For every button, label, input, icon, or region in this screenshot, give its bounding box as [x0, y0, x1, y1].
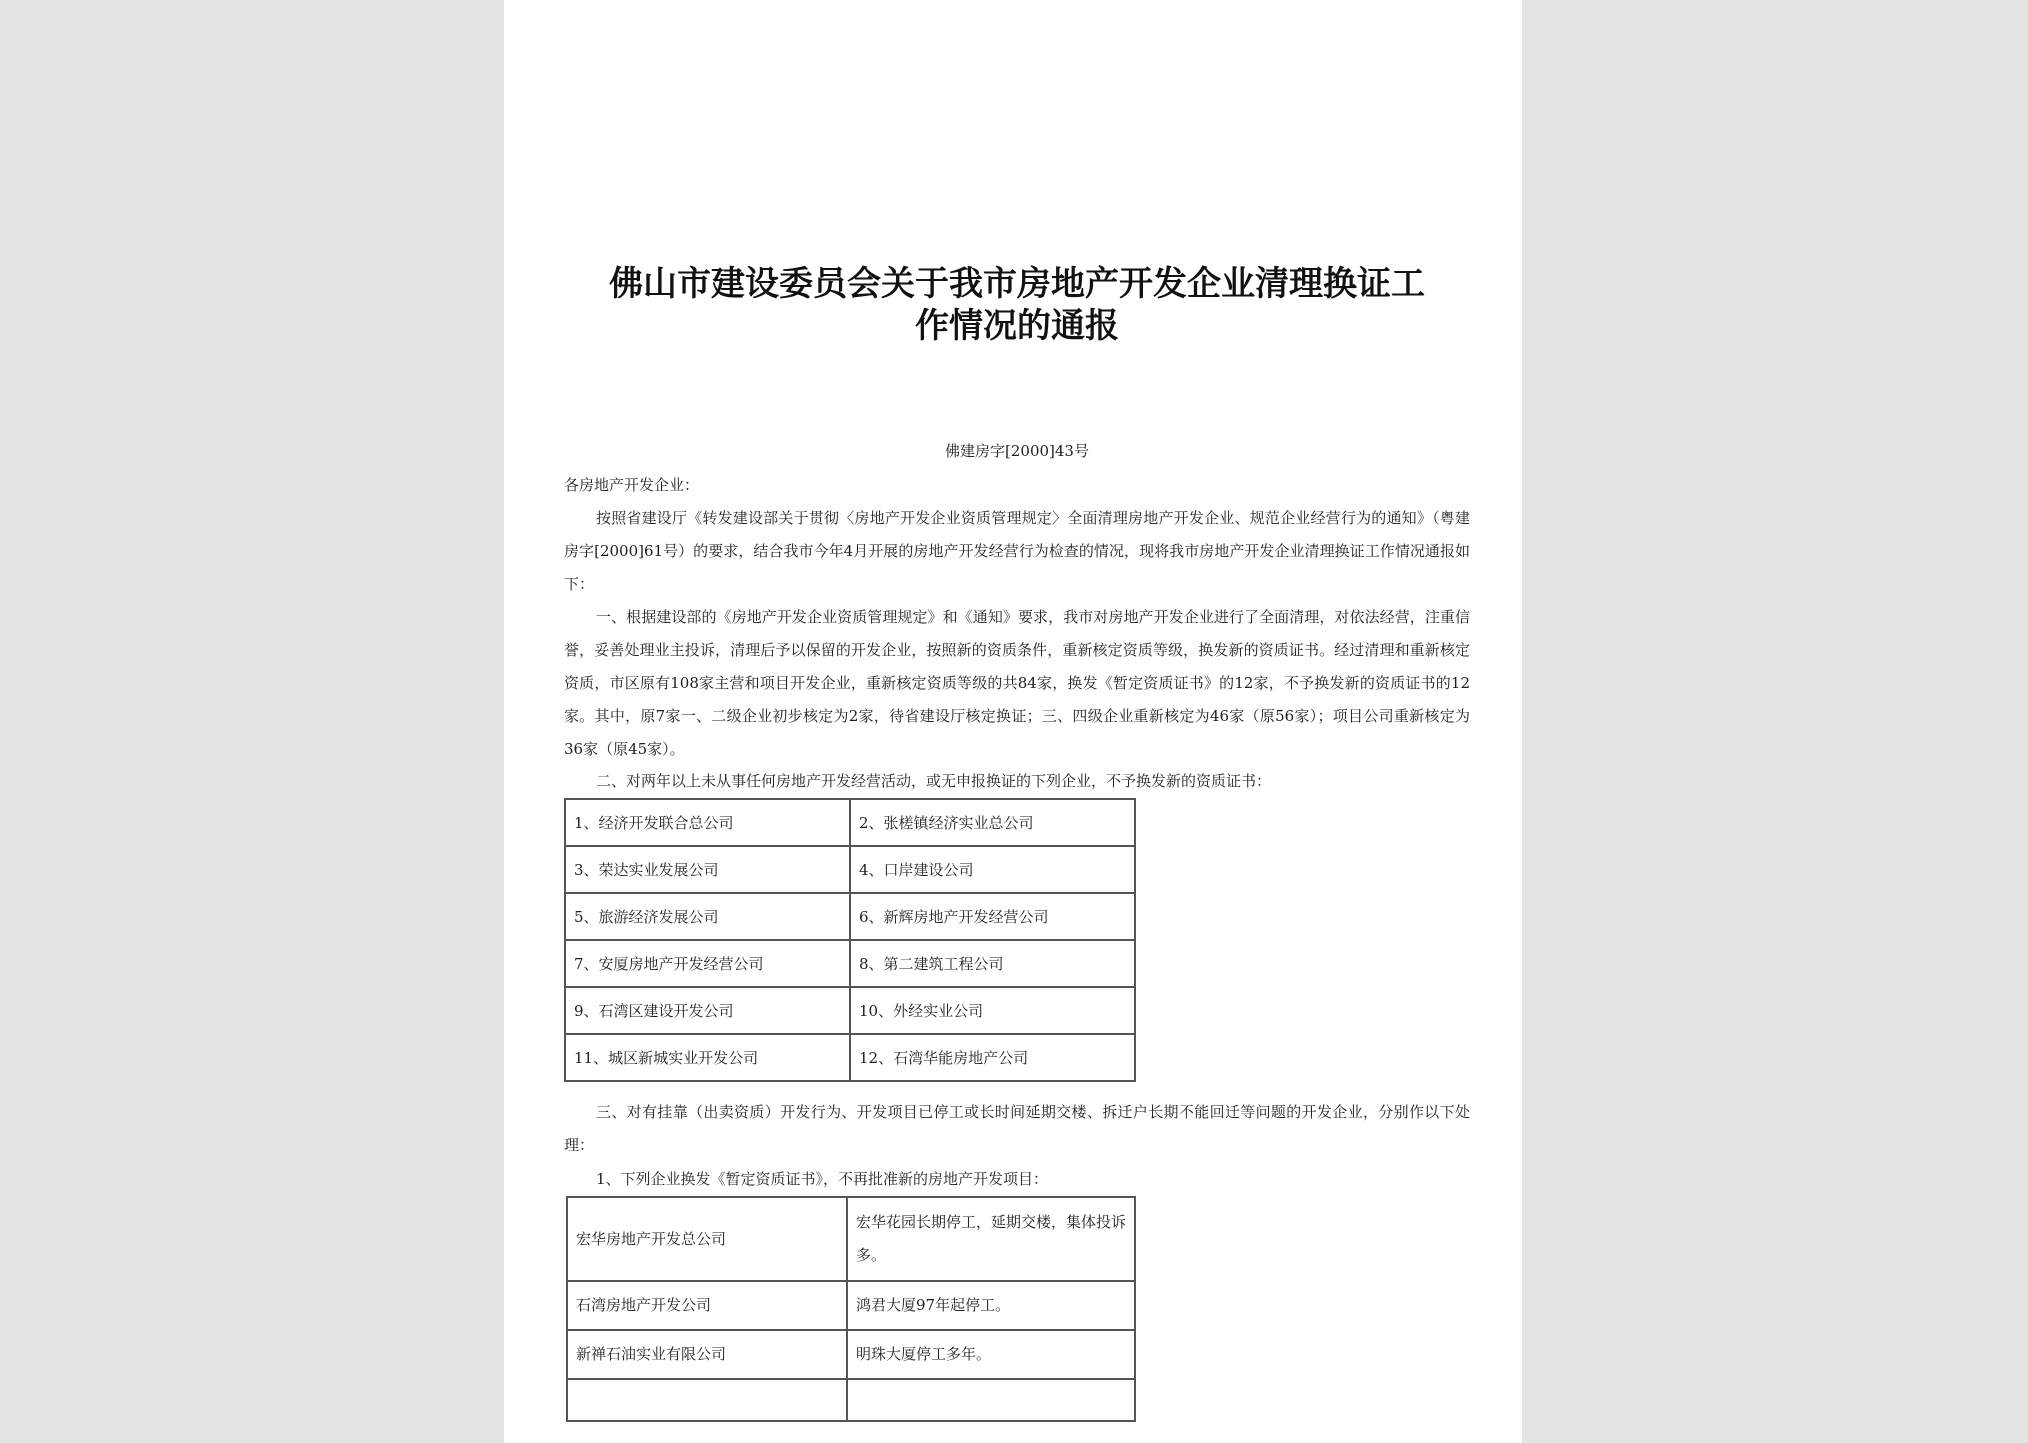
title-line-1: 佛山市建设委员会关于我市房地产开发企业清理换证工: [609, 264, 1425, 304]
table-cell-reason: 鸿君大厦97年起停工。: [847, 1281, 1135, 1330]
table-cell: 4、口岸建设公司: [850, 846, 1135, 893]
table-cell: 1、经济开发联合总公司: [565, 799, 850, 846]
document-number: 佛建房字[2000]43号: [945, 442, 1089, 460]
table-row: [567, 1330, 1135, 1379]
table-cell: 7、安厦房地产开发经营公司: [565, 940, 850, 987]
paragraph-section-2-text: 二、对两年以上未从事任何房地产开发经营活动，或无申报换证的下列企业，不予换发新的资质证书：: [596, 772, 1272, 790]
document-title: [564, 263, 1470, 347]
document-page: [504, 0, 1522, 1443]
table-cell: 3、荣达实业发展公司: [565, 846, 850, 893]
table-cell-reason: [847, 1379, 1135, 1421]
table-cell-company: 宏华房地产开发总公司: [567, 1197, 847, 1281]
table-cell: 8、第二建筑工程公司: [850, 940, 1135, 987]
table-cell: 6、新辉房地产开发经营公司: [850, 893, 1135, 940]
revoked-companies-table: [564, 798, 1136, 1082]
table-cell: 2、张槎镇经济实业总公司: [850, 799, 1135, 846]
table-cell: 5、旅游经济发展公司: [565, 893, 850, 940]
table-row: [565, 846, 1135, 893]
table-row: [565, 893, 1135, 940]
provisional-certificate-table: [566, 1196, 1136, 1422]
salutation-text: 各房地产开发企业：: [564, 476, 700, 494]
table-cell: 9、石湾区建设开发公司: [565, 987, 850, 1034]
table-cell-company: 石湾房地产开发公司: [567, 1281, 847, 1330]
table-cell: 11、城区新城实业开发公司: [565, 1034, 850, 1081]
table-cell-reason: 宏华花园长期停工，延期交楼，集体投诉多。: [847, 1197, 1135, 1281]
table-row: [565, 940, 1135, 987]
paragraph-subsection-1: [564, 1163, 1470, 1196]
title-line-2: 作情况的通报: [915, 306, 1119, 346]
table-row: [567, 1281, 1135, 1330]
table-row: [567, 1379, 1135, 1421]
paragraph-intro: [564, 502, 1470, 601]
paragraph-intro-text: 按照省建设厅《转发建设部关于贯彻〈房地产开发企业资质管理规定〉全面清理房地产开发企业、规范企业经营行为的通知》（粤建房字[2000]61号）的要求，结合我市今年4月开展的房地产开发经营行为检查的情况，现将我市房地产开发企业清理换证工作情况通报如下：: [564, 509, 1470, 593]
table-row: [565, 987, 1135, 1034]
table-cell: 12、石湾华能房地产公司: [850, 1034, 1135, 1081]
table-cell-reason: 明珠大厦停工多年。: [847, 1330, 1135, 1379]
salutation: [564, 469, 1470, 502]
table-row: [565, 799, 1135, 846]
paragraph-section-2: [564, 765, 1470, 798]
paragraph-section-1-text: 一、根据建设部的《房地产开发企业资质管理规定》和《通知》要求，我市对房地产开发企业进行了全面清理，对依法经营，注重信誉，妥善处理业主投诉，清理后予以保留的开发企业，按照新的资质条件，重新核定资质等级，换发新的资质证书。经过清理和重新核定资质，市区原有108家主营和项目开发企业，重新核定资质等级的共84家，换发《暂定资质证书》的12家，不予换发新的资质证书的12家。其中，原7家一、二级企业初步核定为2家，待省建设厅核定换证；三、四级企业重新核定为46家（原56家）；项目公司重新核定为36家（原45家）。: [564, 608, 1470, 758]
paragraph-section-3-text: 三、对有挂靠（出卖资质）开发行为、开发项目已停工或长时间延期交楼、拆迁户长期不能回迁等问题的开发企业，分别作以下处理：: [564, 1103, 1470, 1154]
paragraph-section-3: [564, 1096, 1470, 1162]
table-cell: 10、外经实业公司: [850, 987, 1135, 1034]
document-content: [564, 0, 1470, 1443]
table-cell-company: 新禅石油实业有限公司: [567, 1330, 847, 1379]
paragraph-subsection-1-text: 1、下列企业换发《暂定资质证书》，不再批准新的房地产开发项目：: [596, 1170, 1049, 1188]
table-row: [567, 1197, 1135, 1281]
table-cell-company: [567, 1379, 847, 1421]
paragraph-section-1: [564, 601, 1470, 766]
table-row: [565, 1034, 1135, 1081]
